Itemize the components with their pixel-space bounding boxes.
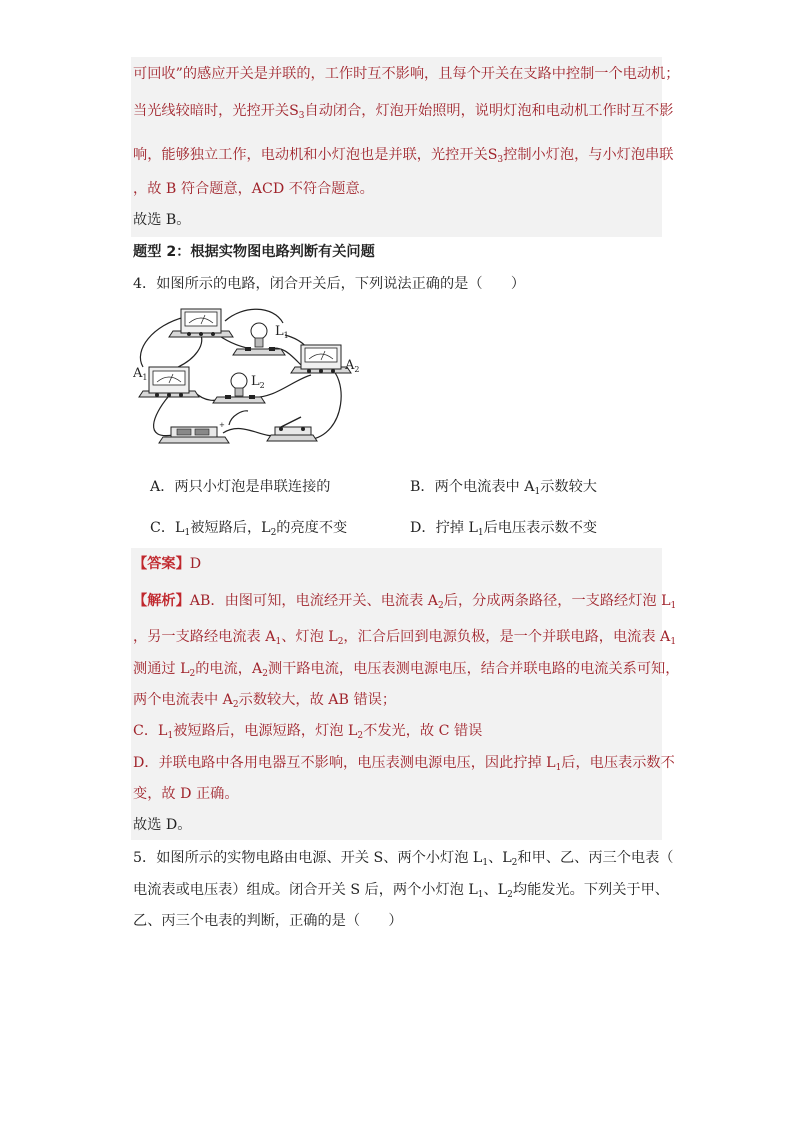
q4-analysis-line-3: 测通过 $L_2$的电流，$A_2$测干路电流，电压表测电源电压，结合并联电路的电流关系可知， — [133, 661, 680, 679]
q4-analysis-line-8: 故选 D。 — [133, 817, 192, 833]
circuit-diagram — [133, 305, 373, 457]
section-title: 题型 2：根据实物图电路判断有关问题 — [133, 244, 375, 260]
battery — [159, 421, 229, 443]
label-A1: $A_1$ — [133, 366, 148, 382]
q5-line-1: 5．如图所示的实物电路由电源、开关 S、两个小灯泡 $L_1$、$L_2$和甲、乙、丙三个电表（ — [133, 850, 674, 868]
label-L2: $L_2$ — [251, 374, 265, 390]
ammeter-A1 — [139, 367, 199, 397]
q4-analysis-line-2: ，另一支路经电流表 $A_1$、灯泡 $L_2$，汇合后回到电源负极，是一个并联电路，电流表 $A_1$ — [133, 629, 677, 647]
prev-analysis-line-1: 可回收”的感应开关是并联的，工作时互不影响，且每个开关在支路中控制一个电动机； — [133, 66, 680, 82]
q4-answer: 【答案】D — [133, 556, 202, 572]
ammeter-A2 — [291, 345, 351, 373]
q5-line-2: 电流表或电压表）组成。闭合开关 S 后，两个小灯泡 $L_1$、$L_2$均能发光。下列关于甲、 — [133, 882, 669, 900]
q4-option-d[interactable]: D．拧掉 $L_1$后电压表示数不变 — [410, 520, 598, 538]
q5-line-3: 乙、丙三个电表的判断，正确的是（ ） — [133, 913, 403, 929]
svg-text:+: + — [219, 421, 225, 429]
q4-analysis-line-1: 【解析】AB．由图可知，电流经开关、电流表 $A_2$后，分成两条路径，一支路经灯泡 $L_1$ — [133, 593, 677, 611]
label-L1: $L_1$ — [275, 324, 289, 340]
q4-analysis-line-6: D．并联电路中各用电器互不影响，电压表测电源电压，因此拧掉 $L_1$后，电压表示数不 — [133, 755, 675, 773]
prev-analysis-line-3: 响，能够独立工作，电动机和小灯泡也是并联，光控开关$S_3$控制小灯泡，与小灯泡串联 — [133, 147, 674, 165]
prev-answer-line: 故选 B。 — [133, 212, 191, 228]
switch — [267, 417, 317, 441]
voltmeter-top — [169, 309, 233, 337]
q4-analysis-line-5: C．$L_1$被短路后，电源短路，灯泡 $L_2$不发光，故 C 错误 — [133, 723, 483, 741]
prev-analysis-line-2: 当光线较暗时，光控开关$S_3$自动闭合，灯泡开始照明，说明灯泡和电动机工作时互不影 — [133, 103, 674, 121]
q4-option-b[interactable]: B．两个电流表中 $A_1$示数较大 — [410, 479, 597, 497]
q4-option-c[interactable]: C．$L_1$被短路后，$L_2$的亮度不变 — [150, 520, 348, 538]
label-A2: $A_2$ — [345, 358, 360, 374]
q4-analysis-line-4: 两个电流表中 $A_2$示数较大，故 AB 错误； — [133, 692, 397, 710]
q4-stem: 4．如图所示的电路，闭合开关后，下列说法正确的是（ ） — [133, 276, 526, 292]
q4-circuit-figure — [133, 305, 373, 457]
q4-option-a[interactable]: A．两只小灯泡是串联连接的 — [150, 479, 331, 495]
q4-analysis-line-7: 变，故 D 正确。 — [133, 786, 239, 802]
prev-analysis-line-4: ，故 B 符合题意，ACD 不符合题意。 — [133, 181, 374, 197]
